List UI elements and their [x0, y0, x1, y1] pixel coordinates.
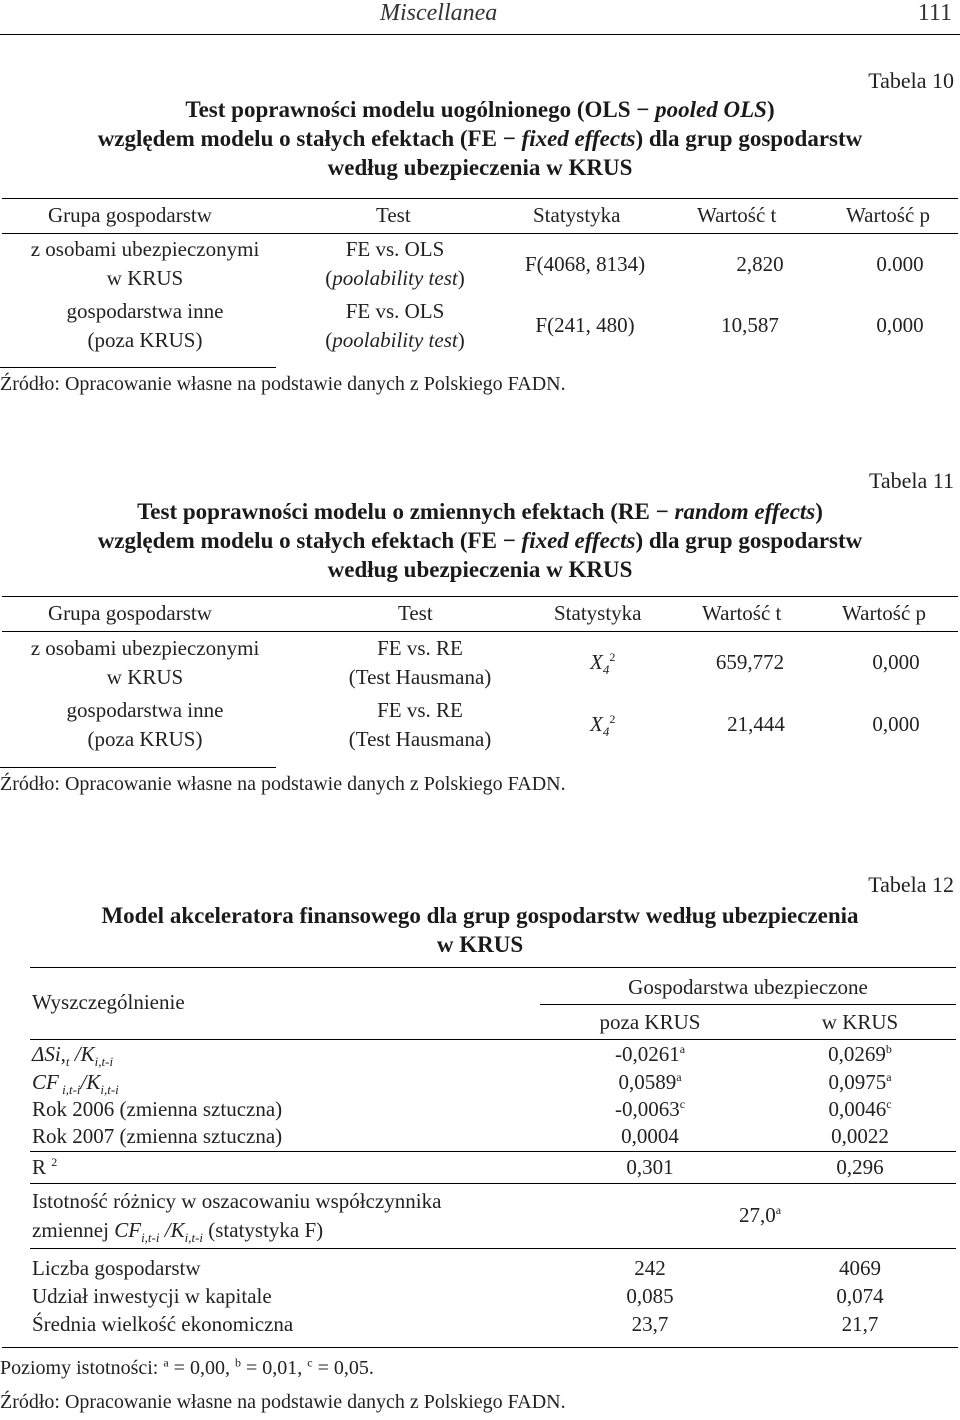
- group-cell: gospodarstwa inne (poza KRUS): [66, 299, 224, 352]
- value-f-stat: 27,0$^a$: [738, 1203, 782, 1227]
- table-11-title: Test poprawności modelu o zmiennych efektach (RE − random effects) względem modelu o stałych efektach (FE − fixed effects) dla grup gospodarstw według ubezpieczenia w KRUS: [97, 499, 863, 582]
- col-header-spec: Wyszczególnienie: [32, 990, 185, 1014]
- value-poza: 0,0004: [621, 1124, 679, 1148]
- group-cell: z osobami ubezpieczonymi w KRUS: [30, 237, 260, 290]
- row-rule: [30, 1151, 956, 1152]
- group-cell: gospodarstwa inne (poza KRUS): [66, 698, 224, 751]
- col-header: Test: [398, 601, 433, 625]
- p-value-cell: 0,000: [872, 712, 920, 736]
- row-rule: [30, 1248, 956, 1249]
- value-poza: -0,0261$^a$: [614, 1042, 686, 1066]
- row-label: $\Delta Si,_t$ $/K_{i,t-i}$: [32, 1042, 114, 1070]
- col-header-poza: poza KRUS: [599, 1010, 701, 1034]
- group-cell: z osobami ubezpieczonymi w KRUS: [30, 636, 260, 689]
- stat-cell: $X_4^2$: [590, 650, 616, 678]
- table-11-top-rule: [2, 596, 958, 597]
- table-10-header-rule: [2, 233, 958, 234]
- value-w: 0,0975$^a$: [828, 1070, 892, 1094]
- row-label: Rok 2006 (zmienna sztuczna): [32, 1097, 283, 1121]
- col-header: Statystyka: [554, 601, 642, 625]
- value-w: 0,296: [836, 1155, 884, 1179]
- source-rule: [0, 367, 276, 368]
- col-header: Statystyka: [533, 203, 621, 227]
- t-value-cell: 21,444: [727, 712, 785, 736]
- col-group-rule: [540, 1004, 956, 1005]
- table-11-label: Tabela 11: [869, 468, 954, 493]
- row-label: CF $_{i,t-i}/K_{i,t-i}$: [32, 1070, 119, 1098]
- col-header: Wartość t: [702, 601, 782, 625]
- value-w: 0,0046$^c$: [828, 1097, 892, 1121]
- value-poza: 0,301: [626, 1155, 674, 1179]
- page-number: 111: [917, 0, 952, 26]
- row-label: Średnia wielkość ekonomiczna: [32, 1312, 294, 1336]
- col-header: Wartość t: [697, 203, 777, 227]
- col-header: Wartość p: [842, 601, 927, 625]
- table-11-source: Źródło: Opracowanie własne na podstawie danych z Polskiego FADN.: [0, 773, 566, 795]
- row-label: Udział inwestycji w kapitale: [32, 1284, 272, 1308]
- row-label: Rok 2007 (zmienna sztuczna): [32, 1124, 283, 1148]
- table-10-title: Test poprawności modelu uogólnionego (OLS − pooled OLS) względem modelu o stałych efektach (FE − fixed effects) dla grup gospodarstw według ubezpieczenia w KRUS: [97, 97, 863, 180]
- test-cell: FE vs. OLS (poolability test): [325, 237, 465, 290]
- t-value-cell: 2,820: [736, 252, 784, 276]
- test-cell: FE vs. OLS (poolability test): [325, 299, 465, 352]
- value-poza: 242: [634, 1256, 666, 1280]
- section-title: Miscellanea: [380, 0, 498, 26]
- col-header: Grupa gospodarstw: [48, 601, 212, 625]
- source-rule: [0, 767, 276, 768]
- t-value-cell: 659,772: [715, 650, 785, 674]
- table-10-label: Tabela 10: [868, 68, 954, 93]
- col-group-header: Gospodarstwa ubezpieczone: [628, 975, 868, 999]
- value-w: 0,0022: [831, 1124, 889, 1148]
- col-header: Wartość p: [846, 203, 931, 227]
- table-12-title: Model akceleratora finansowego dla grup gospodarstw według ubezpieczenia w KRUS: [101, 903, 859, 957]
- p-value-cell: 0,000: [872, 650, 920, 674]
- stat-cell: $X_4^2$: [590, 712, 616, 740]
- page-header: [0, 0, 960, 35]
- value-w: 0,074: [836, 1284, 884, 1308]
- test-cell: FE vs. RE (Test Hausmana): [348, 636, 492, 689]
- value-w: 21,7: [841, 1312, 879, 1336]
- value-poza: 0,085: [626, 1284, 674, 1308]
- col-header-w: w KRUS: [821, 1010, 899, 1034]
- table-12-source: Źródło: Opracowanie własne na podstawie danych z Polskiego FADN.: [0, 1391, 566, 1413]
- row-rule: [30, 1183, 956, 1184]
- row-label: Liczba gospodarstw: [32, 1256, 201, 1280]
- value-w: 0,0269$^b$: [828, 1042, 892, 1066]
- value-poza: 23,7: [631, 1312, 669, 1336]
- value-w: 4069: [839, 1256, 881, 1280]
- table-12-label: Tabela 12: [868, 872, 954, 897]
- value-poza: -0,0063$^c$: [614, 1097, 686, 1121]
- table-12-bottom-rule: [2, 1347, 958, 1348]
- stat-cell: F(4068, 8134): [524, 252, 646, 276]
- test-cell: FE vs. RE (Test Hausmana): [348, 698, 492, 751]
- table-10-source: Źródło: Opracowanie własne na podstawie danych z Polskiego FADN.: [0, 373, 566, 395]
- table-12-notes: Poziomy istotności: $^a$ = 0,00, $^b$ = 0,01, $^c$ = 0,05.: [0, 1355, 374, 1379]
- table-10-top-rule: [2, 198, 958, 199]
- stat-cell: F(241, 480): [535, 313, 635, 337]
- col-header: Grupa gospodarstw: [48, 203, 212, 227]
- value-poza: 0,0589$^a$: [618, 1070, 682, 1094]
- p-value-cell: 0.000: [876, 252, 924, 276]
- table-12-top-rule: [30, 967, 956, 968]
- col-header: Test: [376, 203, 411, 227]
- row-label: Istotność różnicy w oszacowaniu współczynnika zmiennej $CF_{i,t-i}$ $/K_{i,t-i}$ (statystyka F): [32, 1189, 442, 1246]
- p-value-cell: 0,000: [876, 313, 924, 337]
- t-value-cell: 10,587: [721, 313, 779, 337]
- row-label: R $^2$: [32, 1155, 58, 1179]
- table-11-header-rule: [2, 631, 958, 632]
